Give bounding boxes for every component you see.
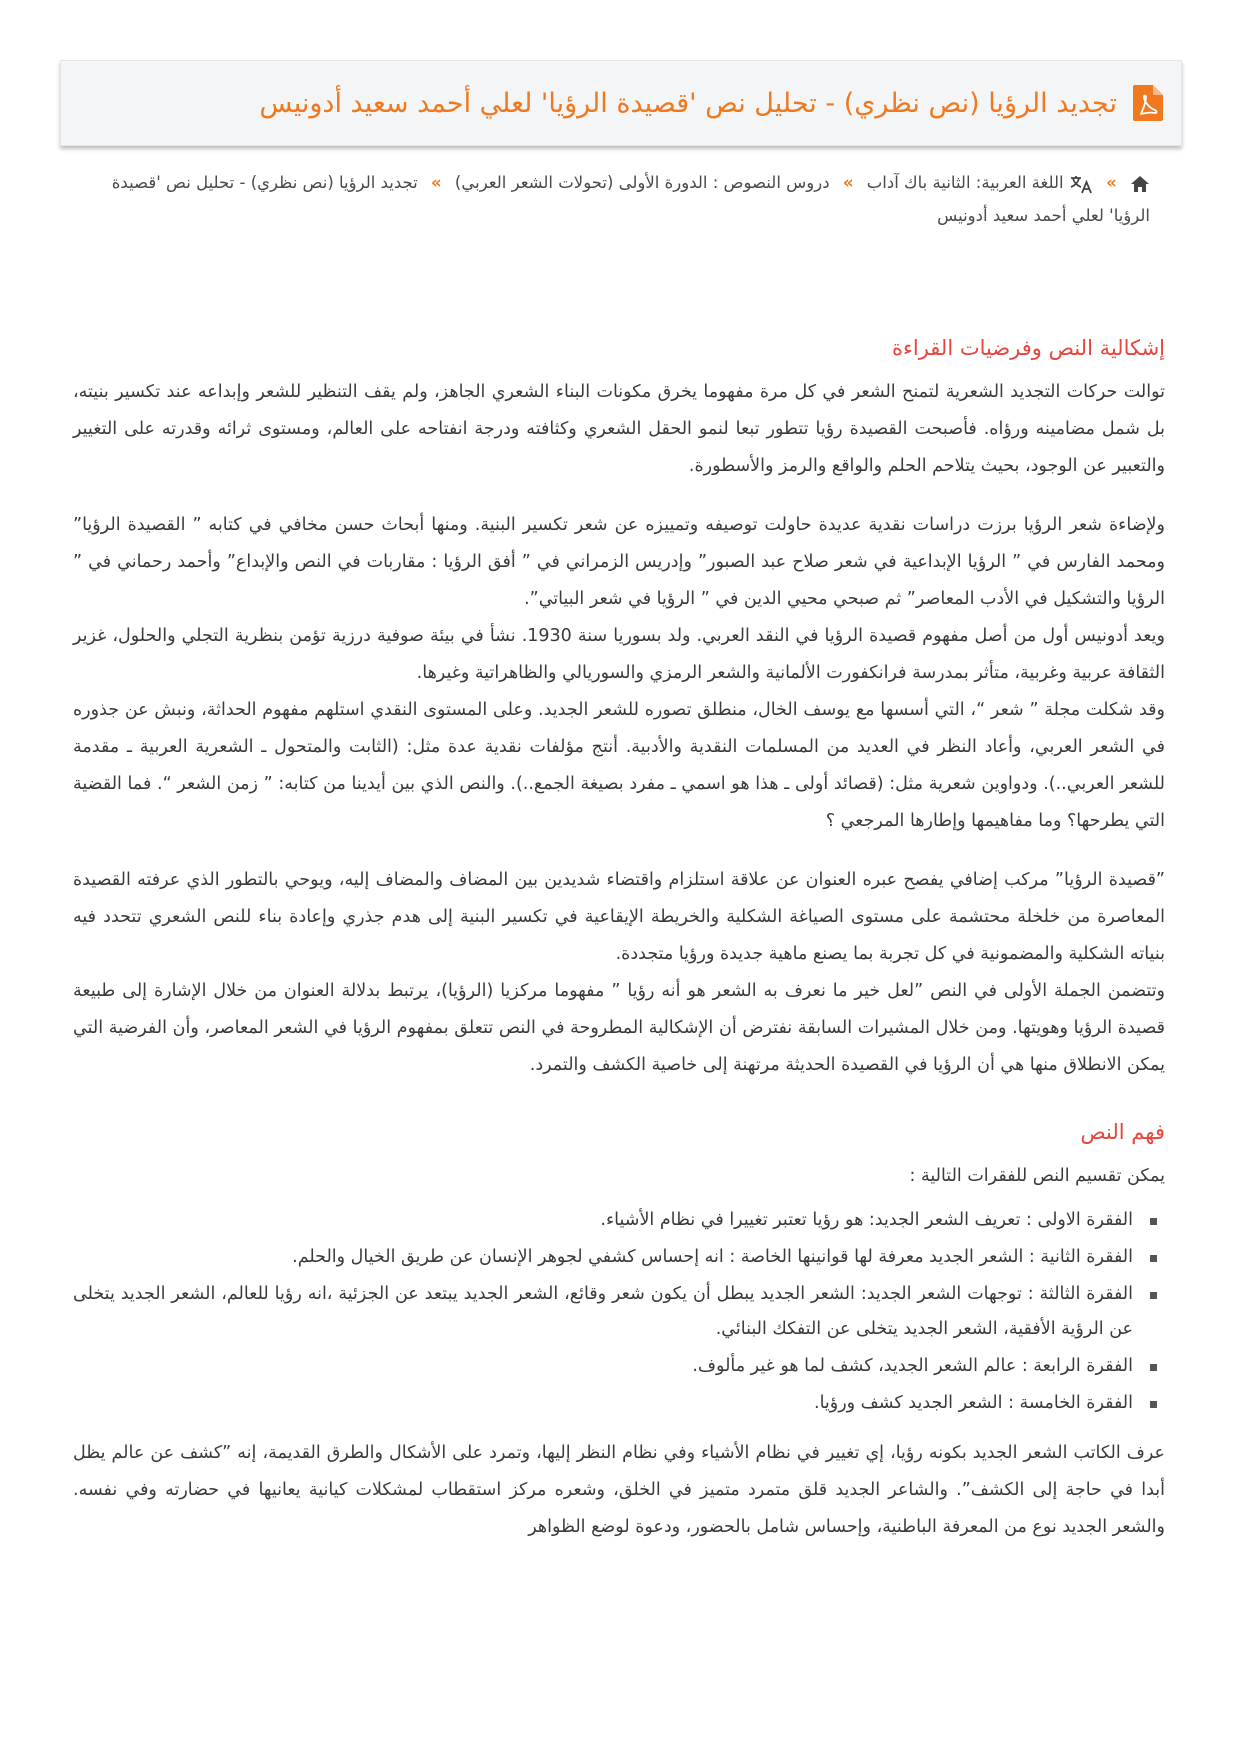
paragraph: ويعد أدونيس أول من أصل مفهوم قصيدة الرؤيا في النقد العربي. ولد بسوريا سنة 1930. نشأ في بيئة صوفية درزية تؤمن بنظرية التجلي والحلول، غزير الثقافة عربية وغربية، متأثر بمدرسة فرانكفورت الألمانية والشعر الرمزي والسوريالي والظاهراتية وغيرها. [73,626,1165,683]
paragraph: يمكن تقسيم النص للفقرات التالية : [909,1166,1165,1186]
list-item: الفقرة الاولى : تعريف الشعر الجديد: هو رؤيا تعتبر تغييرا في نظام الأشياء. [73,1203,1165,1238]
breadcrumb-item-subject[interactable]: اللغة العربية: الثانية باك آداب [866,173,1064,192]
list-item: الفقرة الثالثة : توجهات الشعر الجديد: الشعر الجديد يبطل أن يكون شعر وقائع، الشعر الجديد يبتعد عن الجزئية ،انه رؤيا للعالم، الشعر الجديد يتخلى عن الرؤية الأفقية، الشعر الجديد يتخلى عن التفكك البنائي. [73,1277,1165,1347]
breadcrumb-separator: » [430,173,442,192]
translate-icon [1069,174,1093,194]
list-item: الفقرة الرابعة : عالم الشعر الجديد، كشف لما هو غير مألوف. [73,1349,1165,1384]
paragraph: ”قصيدة الرؤيا” مركب إضافي يفصح عبره العنوان عن علاقة استلزام واقتضاء شديدين بين المضاف والمضاف إليه، ويوحي بالتطور الذي عرفته القصيدة المعاصرة من خلخلة محتشمة على مستوى الصياغة الشكلية والخريطة الإيقاعية في تكسير البنية إلى هدم جذري وإعادة بناء للنص الشعري تتحدد فيه بنياته الشكلية والمضمونية في كل تجربة بما يصنع ماهية جديدة ورؤيا متجددة. [73,870,1165,964]
section-heading-understanding: فهم النص [1080,1120,1165,1144]
paragraph: عرف الكاتب الشعر الجديد بكونه رؤيا، إي تغيير في نظام الأشياء وفي نظام النظر إليها، وتمرد على الأشكال والطرق القديمة، إنه ”كشف عن عالم يظل أبدا في حاجة إلى الكشف”. والشاعر الجديد قلق متمرد متميز في الخلق، وشعره مركز استقطاب لمشكلات كيانية يعانيها في حضارته وفي نفسه. والشعر الجديد نوع من المعرفة الباطنية، وإحساس شامل بالحضور، ودعوة لوضع الظواهر [73,1443,1165,1537]
article-header [60,60,1182,146]
breadcrumb [110,166,1150,232]
list-item: الفقرة الخامسة : الشعر الجديد كشف ورؤيا. [73,1386,1165,1421]
breadcrumb-separator: » [1106,173,1117,192]
page-title: تجديد الرؤيا (نص نظري) - تحليل نص 'قصيدة الرؤيا' لعلي أحمد سعيد أدونيس [259,87,1117,119]
section-heading-problem: إشكالية النص وفرضيات القراءة [892,336,1165,360]
paragraph: توالت حركات التجديد الشعرية لتمنح الشعر في كل مرة مفهوما يخرق مكونات البناء الشعري الجاهز، ولم يقف التنظير للشعر وإبداعه عند تكسير بنيته، بل شمل مضامينه ورؤاه. فأصبحت القصيدة رؤيا تتطور تبعا لنمو الحقل الشعري وكثافته ودرجة انفتاحه على العالم، ومستوى ثرائه وقدرته على التغيير والتعبير عن الوجود، بحيث يتلاحم الحلم والواقع والرمز والأسطورة. [73,382,1165,476]
pdf-file-icon[interactable] [1133,85,1163,121]
article-content [73,330,1165,1546]
breadcrumb-item-lessons[interactable]: دروس النصوص : الدورة الأولى (تحولات الشعر العربي) [454,173,830,192]
paragraph: وقد شكلت مجلة ” شعر “، التي أسسها مع يوسف الخال، منطلق تصوره للشعر الجديد. وعلى المستوى النقدي استلهم مفهوم الحداثة، ونبش عن جذوره في الشعر العربي، وأعاد النظر في العديد من المسلمات النقدية والأدبية. أنتج مؤلفات نقدية عدة مثل: (الثابت والمتحول ـ الشعرية العربية ـ مقدمة للشعر العربي..). ودواوين شعرية مثل: (قصائد أولى ـ هذا هو اسمي ـ مفرد بصيغة الجمع..). والنص الذي بين أيدينا من كتابه: ” زمن الشعر “. فما القضية التي يطرحها؟ وما مفاهيمها وإطارها المرجعي ؟ [73,700,1165,831]
paragraph: وتتضمن الجملة الأولى في النص ”لعل خير ما نعرف به الشعر هو أنه رؤيا ” مفهوما مركزيا (الرؤيا)، يرتبط بدلالة العنوان من خلال الإشارة إلى طبيعة قصيدة الرؤيا وهويتها. ومن خلال المشيرات السابقة نفترض أن الإشكالية المطروحة في النص تتعلق بمفهوم الرؤيا في الشعر المعاصر، وأن الفرضية التي يمكن الانطلاق منها هي أن الرؤيا في القصيدة الحديثة مرتهنة إلى خاصية الكشف والتمرد. [73,981,1165,1075]
breadcrumb-item-current: تجديد الرؤيا (نص نظري) - تحليل نص 'قصيدة الرؤيا' لعلي أحمد سعيد أدونيس [111,173,1150,225]
home-icon[interactable] [1130,175,1150,193]
paragraph: ولإضاءة شعر الرؤيا برزت دراسات نقدية عديدة حاولت توصيفه وتمييزه عن شعر تكسير البنية. ومنها أبحاث حسن مخافي في كتابه ” القصيدة الرؤيا” ومحمد الفارس في ” الرؤيا الإبداعية في شعر صلاح عبد الصبور” وإدريس الزمراني في ” أفق الرؤيا : مقاربات في النص والإبداع” وأحمد رحماني في ” الرؤيا والتشكيل في الأدب المعاصر” ثم صبحي محيي الدين في ” الرؤيا في شعر البياتي”. [73,515,1165,609]
breadcrumb-separator: » [842,173,854,192]
list-item: الفقرة الثانية : الشعر الجديد معرفة لها قوانينها الخاصة : انه إحساس كشفي لجوهر الإنسان عن طريق الخيال والحلم. [73,1240,1165,1275]
text-parts-list [73,1203,1165,1421]
